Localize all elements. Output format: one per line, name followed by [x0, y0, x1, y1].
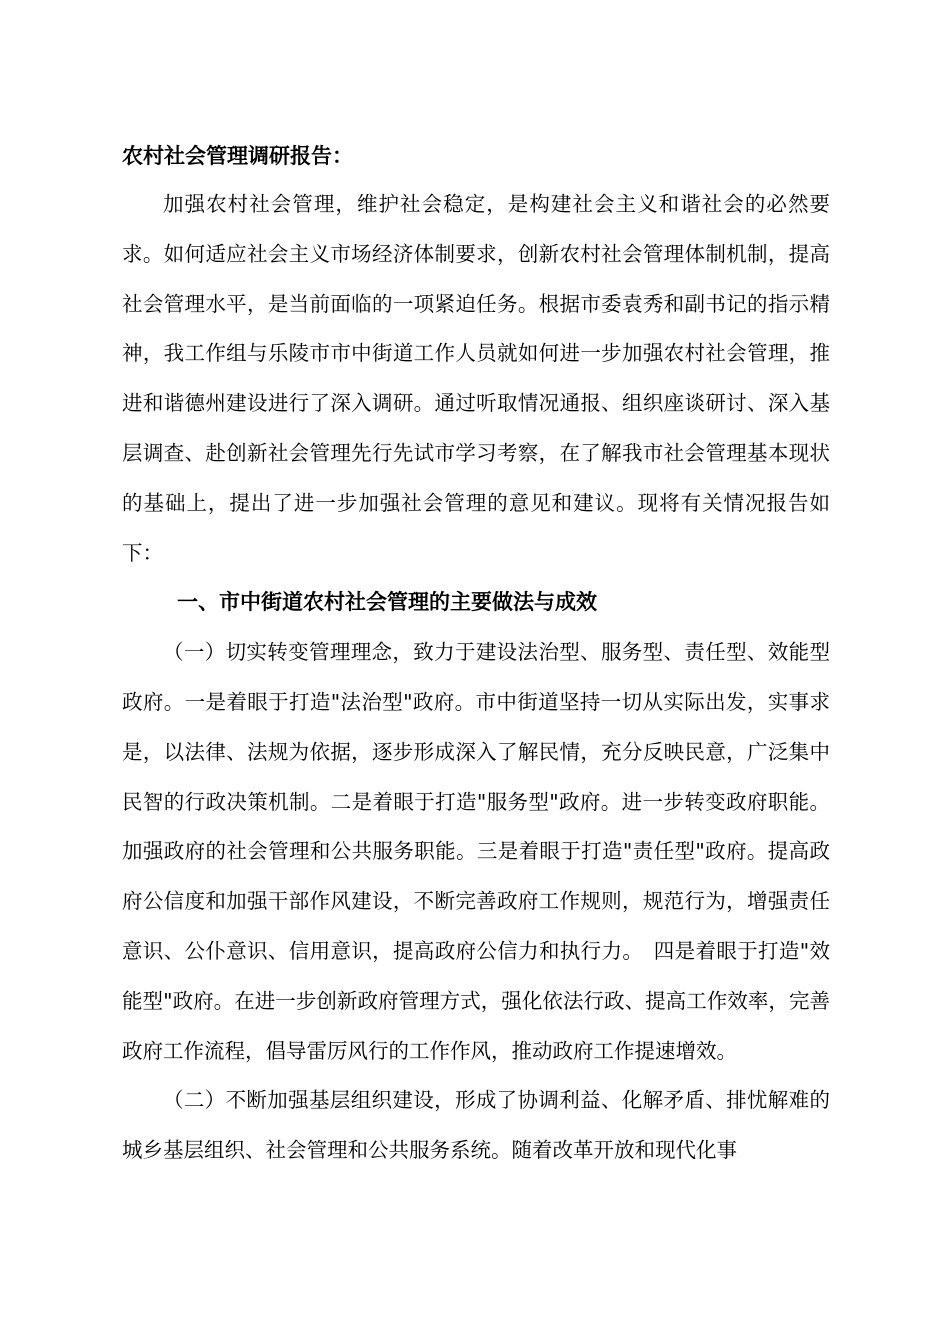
section-heading-1: 一、市中街道农村社会管理的主要做法与成效 [177, 590, 597, 615]
section1-paragraph-2: （二）不断加强基层组织建设，形成了协调利益、化解矛盾、排忧解难的城乡基层组织、社会管理和公共服务系统。随着改革开放和现代化事 [122, 1088, 830, 1163]
intro-paragraph: 加强农村社会管理，维护社会稳定，是构建社会主义和谐社会的必然要求。如何适应社会主义市场经济体制要求，创新农村社会管理体制机制，提高社会管理水平，是当前面临的一项紧迫任务。根据市委袁秀和副书记的指示精神，我工作组与乐陵市市中街道工作人员就如何进一步加强农村社会管理，推进和谐德州建设进行了深入调研。通过听取情况通报、组织座谈研讨、深入基层调查、赴创新社会管理先行先试市学习考察，在了解我市社会管理基本现状的基础上，提出了进一步加强社会管理的意见和建议。现将有关情况报告如下： [122, 192, 830, 565]
section1-paragraph-1: （一）切实转变管理理念，致力于建设法治型、服务型、责任型、效能型政府。一是着眼于打造"法治型"政府。市中街道坚持一切从实际出发，实事求是，以法律、法规为依据，逐步形成深入了解民情，充分反映民意，广泛集中民智的行政决策机制。二是着眼于打造"服务型"政府。进一步转变政府职能。加强政府的社会管理和公共服务职能。三是着眼于打造"责任型"政府。提高政府公信度和加强干部作风建设，不断完善政府工作规则，规范行为，增强责任意识、公仆意识、信用意识，提高政府公信力和执行力。 四是着眼于打造"效能型"政府。在进一步创新政府管理方式，强化依法行政、提高工作效率，完善政府工作流程，倡导雷厉风行的工作作风，推动政府工作提速增效。 [122, 640, 830, 1063]
document-page [122, 138, 830, 1176]
document-title: 农村社会管理调研报告： [122, 144, 353, 168]
